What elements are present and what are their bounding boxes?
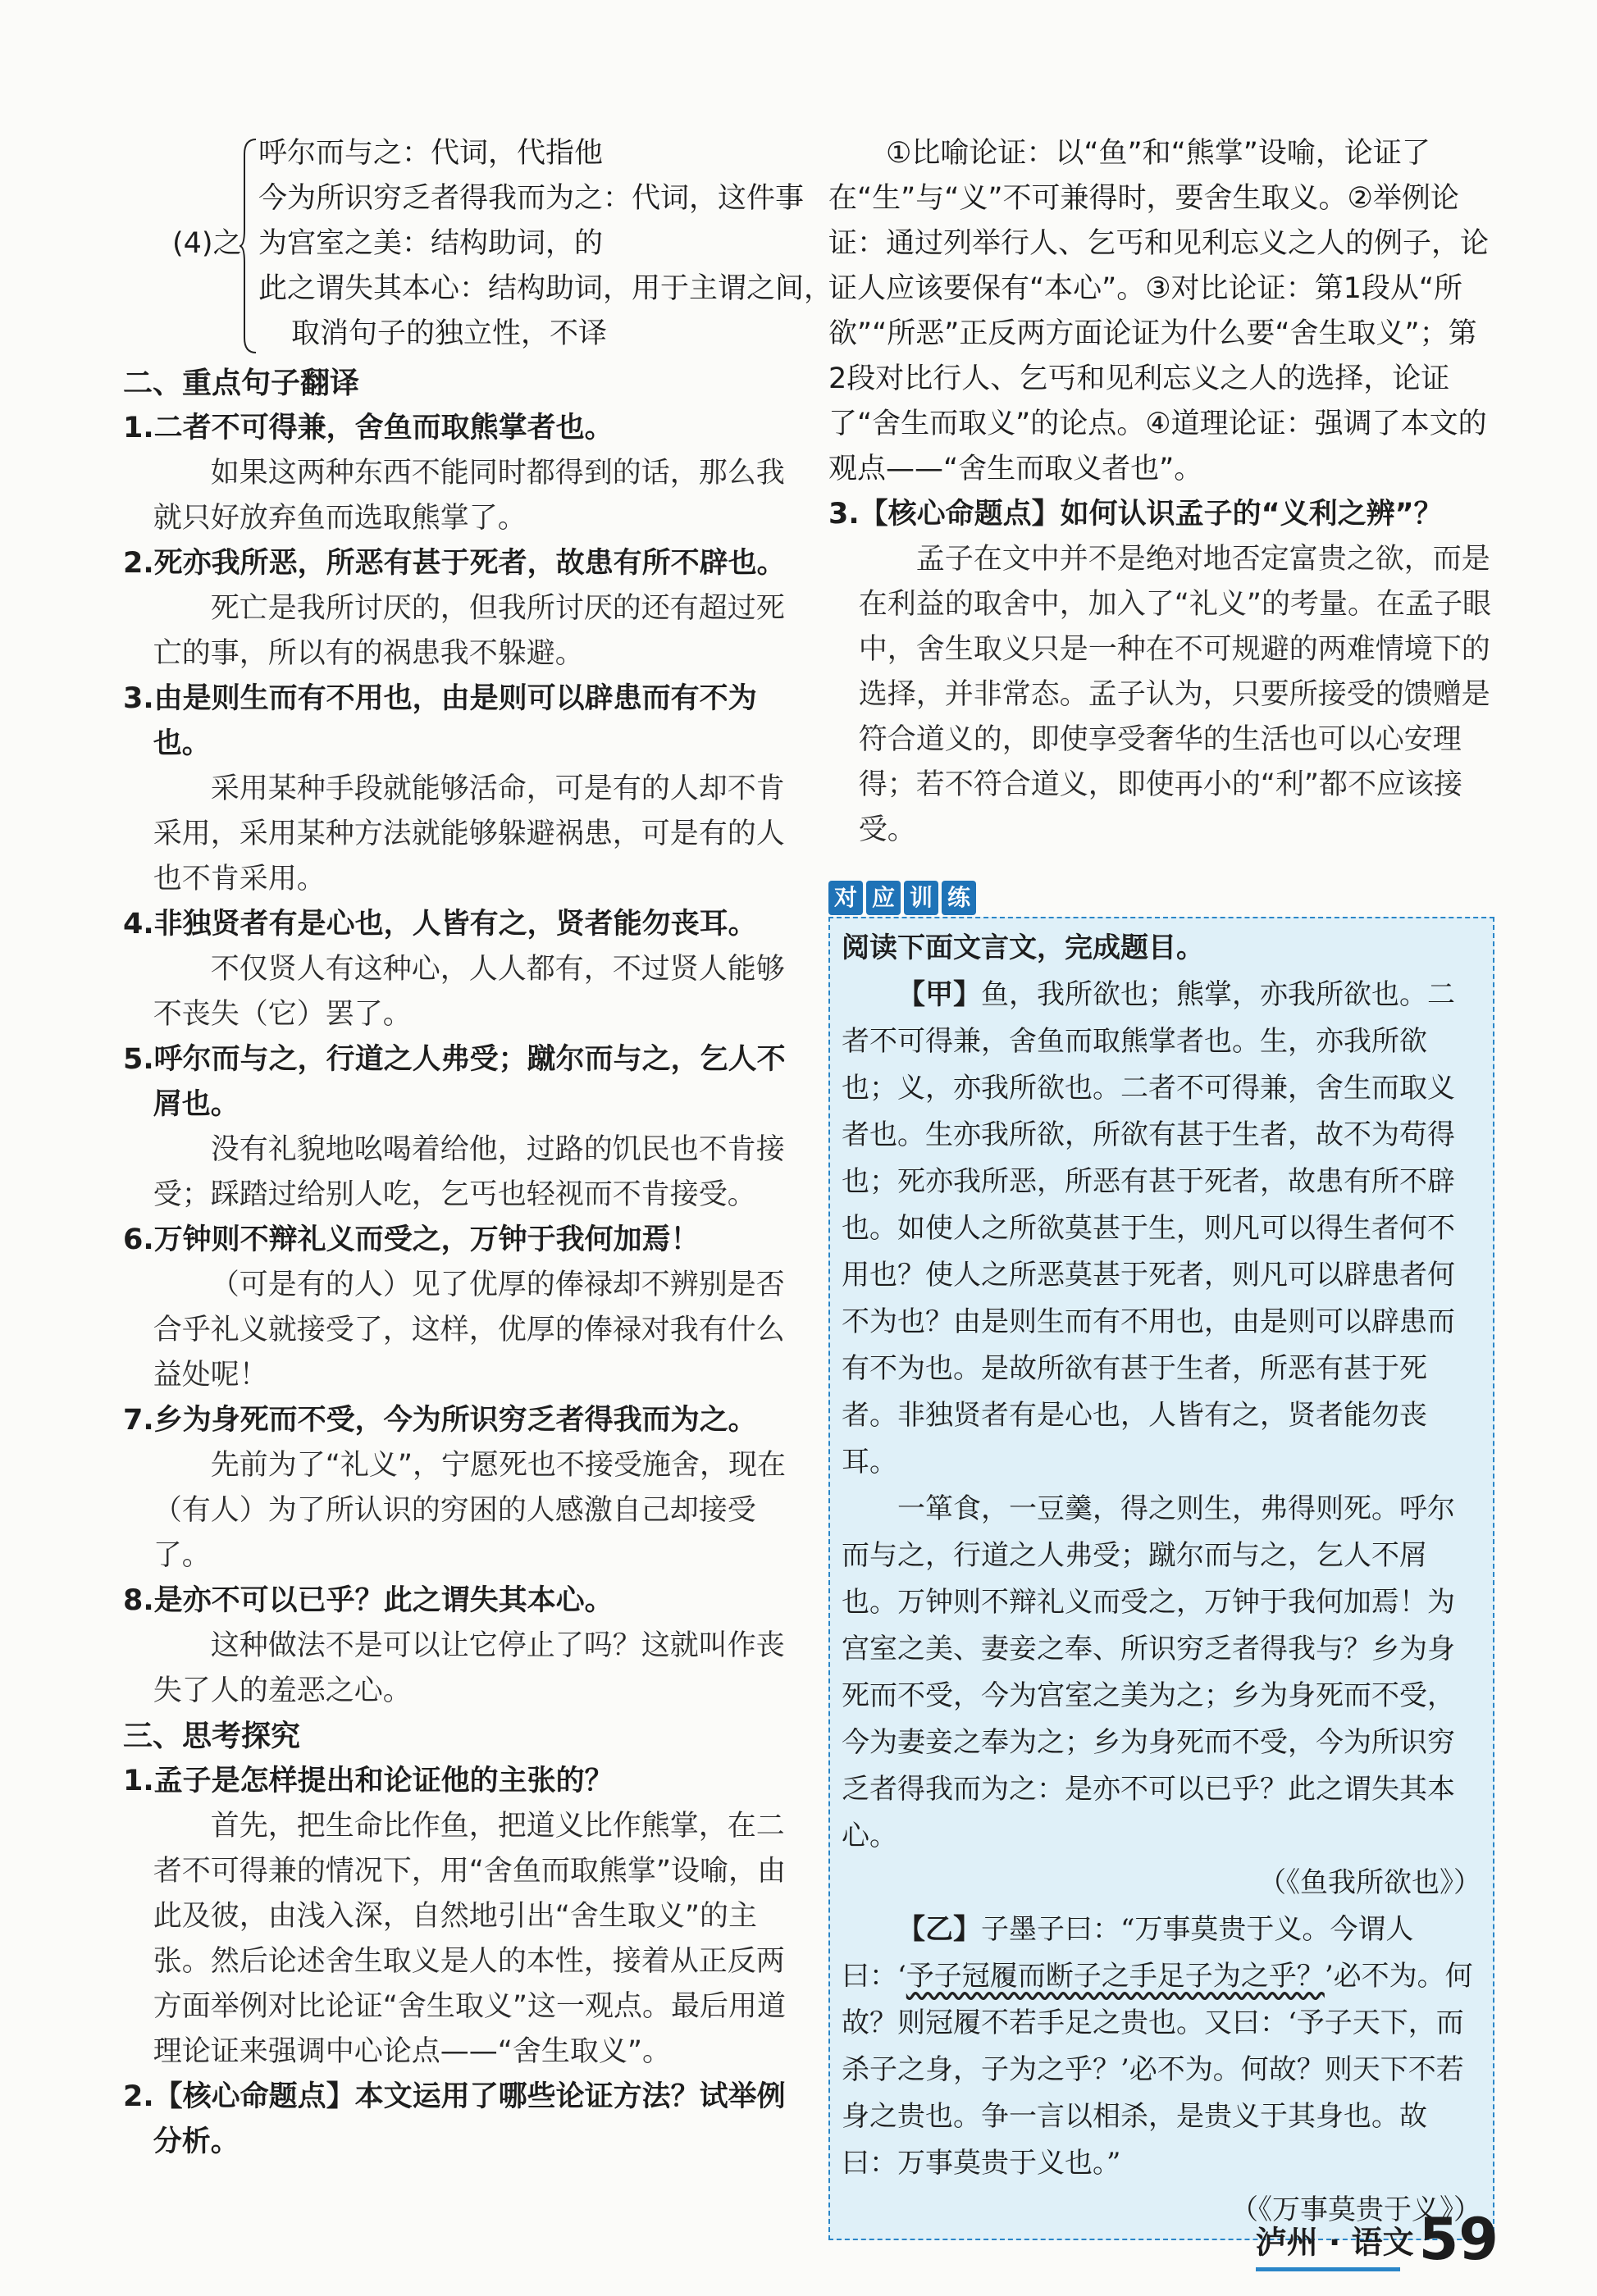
translation-item <box>123 1037 796 1218</box>
translation-item <box>123 676 796 902</box>
yi-wavy-sentence: 予子冠履而断子之手足子为之乎？ <box>906 1960 1325 1993</box>
item-question: 本文运用了哪些论证方法？试举例分析。 <box>153 2080 786 2158</box>
translation-item <box>123 406 796 541</box>
passage-jia-p2: 一箪食，一豆羹，得之则生，弗得则死。呼尔而与之，行道之人弗受；蹴尔而与之，乞人不屑也。万钟则不辩礼义而受之，万钟于我何加焉！为宫室之美、妻妾之奉、所识穷乏者得我与？乡为身死而不受，今为宫室之美为之；乡为身死而不受，今为妻妾之奉为之；乡为身死而不受，今为所识穷乏者得我而为之：是亦不可以已乎？此之谓失其本心。 <box>842 1492 1455 1852</box>
item-answer: 这种做法不是可以让它停止了吗？这就叫作丧失了人的羞恶之心。 <box>153 1629 785 1707</box>
translation-item <box>123 1218 796 1398</box>
zhi-line: 为宫室之美：结构助词，的 <box>258 227 604 260</box>
item-answer: 不仅贤人有这种心，人人都有，不过贤人能够不丧失（它）罢了。 <box>153 953 785 1031</box>
translation-item <box>123 1398 796 1578</box>
training-tag-char: 应 <box>866 881 901 915</box>
item-question: 死亦我所恶，所恶有甚于死者，故患有所不辟也。 <box>153 547 786 580</box>
item-question: 万钟则不辩礼义而受之，万钟于我何加焉！ <box>153 1223 700 1256</box>
item-answer: 如果这两种东西不能同时都得到的话，那么我就只好放弃鱼而选取熊掌了。 <box>153 457 785 535</box>
translation-list <box>123 406 796 1714</box>
translation-item <box>123 541 796 676</box>
zhi-usage-lines <box>258 131 833 357</box>
reading-prompt: 阅读下面文言文，完成题目。 <box>842 932 1204 964</box>
item-number: 3. <box>828 498 860 531</box>
training-box <box>828 917 1494 2240</box>
item-question: 二者不可得兼，舍鱼而取熊掌者也。 <box>153 412 614 444</box>
passage-jia-p1 <box>842 972 1481 1486</box>
item-answer: 没有礼貌地吆喝着给他，过路的饥民也不肯接受；踩踏过给别人吃，乞丐也轻视而不肯接受。 <box>153 1133 785 1211</box>
translation-item <box>123 902 796 1037</box>
zhi-label: (4)之 <box>172 227 242 260</box>
item-answer: （可是有的人）见了优厚的俸禄却不辨别是否合乎礼义就接受了，这样，优厚的俸禄对我有什么益处呢！ <box>153 1269 785 1392</box>
item-number: 6. <box>123 1223 154 1256</box>
right-column <box>828 131 1494 2240</box>
region-subject: 泸州 · 语文 <box>1255 2224 1414 2261</box>
training-tag-char: 对 <box>828 881 863 915</box>
thinking-item-2 <box>123 2075 796 2165</box>
item-number: 2. <box>123 547 154 580</box>
item-answer: 采用某种手段就能够活命，可是有的人却不肯采用，采用某种方法就能够躲避祸患，可是有的人也不肯采用。 <box>153 772 785 895</box>
section-title-thinking: 三、思考探究 <box>123 1720 301 1753</box>
item-number: 7. <box>123 1404 154 1437</box>
item-question: 呼尔而与之，行道之人弗受；蹴尔而与之，乞人不屑也。 <box>153 1043 786 1121</box>
item-number: 1. <box>123 412 154 444</box>
item-question: 如何认识孟子的“义利之辨”？ <box>1060 498 1443 531</box>
passage-jia-source: （《鱼我所欲也》） <box>1258 1866 1481 1899</box>
item-number: 3. <box>123 682 154 715</box>
item-question: 孟子是怎样提出和论证他的主张的？ <box>153 1765 614 1797</box>
zhi-line: 今为所识穷乏者得我而为之：代词，这件事 <box>258 182 805 215</box>
core-tag: 【核心命题点】 <box>153 2080 355 2113</box>
item-number: 2. <box>123 2080 154 2113</box>
passage-yi <box>842 1906 1481 2187</box>
zhi-line: 呼尔而与之：代词，代指他 <box>258 137 604 170</box>
yi-text-pre: 子墨子曰：“万事莫贵于义。今谓人曰：‘ <box>842 1913 1414 1993</box>
thinking-2-answer: ①比喻论证：以“鱼”和“熊掌”设喻，论证了在“生”与“义”不可兼得时，要舍生取义。②举例论证：通过列举行人、乞丐和见利忘义之人的例子，论证人应该要保有“本心”。③对比论证：第1段从“所欲”“所恶”正反两方面论证为什么要“舍生取义”；第2段对比行人、乞丐和见利忘义之人的选择，论证了“舍生而取义”的论点。④道理论证：强调了本文的观点——“舍生而取义者也”。 <box>828 137 1490 485</box>
item-answer: 孟子在文中并不是绝对地否定富贵之欲，而是在利益的取舍中，加入了“礼义”的考量。在孟子眼中，舍生取义只是一种在不可规避的两难情境下的选择，并非常态。孟子认为，只要所接受的馈赠是符合道义的，即使享受奢华的生活也可以心安理得；若不符合道义，即使再小的“利”都不应该接受。 <box>858 543 1492 846</box>
yi-text-post: ’必不为。何故？则冠履不若手足之贵也。又曰：‘予子天下，而杀子之身，子为之乎？’必不为。何故？则天下不若身之贵也。争一言以相杀，是贵义于其身也。故曰：万事莫贵于义也。” <box>842 1960 1473 2180</box>
jia-text-1: 鱼，我所欲也；熊掌，亦我所欲也。二者不可得兼，舍鱼而取熊掌者也。生，亦我所欲也；义，亦我所欲也。二者不可得兼，舍生而取义者也。生亦我所欲，所欲有甚于生者，故不为苟得也；死亦我所恶，所恶有甚于死者，故患有所不辟也。如使人之所欲莫甚于生，则凡可以得生者何不用也？使人之所恶莫甚于死者，则凡可以辟患者何不为也？由是则生而有不用也，由是则可以辟患而有不为也。是故所欲有甚于生者，所恶有甚于死者。非独贤者有是心也，人皆有之，贤者能勿丧耳。 <box>842 978 1455 1478</box>
item-question: 是亦不可以已乎？此之谓失其本心。 <box>153 1584 614 1617</box>
zhi-line: 取消句子的独立性，不译 <box>291 317 608 350</box>
item-question: 由是则生而有不用也，由是则可以辟患而有不为也。 <box>153 682 757 760</box>
core-tag: 【核心命题点】 <box>859 498 1061 531</box>
item-question: 非独贤者有是心也，人皆有之，贤者能勿丧耳。 <box>153 908 757 941</box>
training-tag-char: 训 <box>904 881 938 915</box>
left-column <box>123 131 833 2165</box>
thinking-item-3 <box>828 492 1494 853</box>
zhi-line: 此之谓失其本心：结构助词，用于主谓之间， <box>258 272 833 305</box>
translation-item <box>123 1578 796 1714</box>
training-tag-char: 练 <box>942 881 976 915</box>
section-title-translation: 二、重点句子翻译 <box>123 367 360 400</box>
brace-icon <box>238 138 258 354</box>
item-number: 1. <box>123 1765 154 1797</box>
item-answer: 首先，把生命比作鱼，把道义比作熊掌，在二者不可得兼的情况下，用“舍鱼而取熊掌”设喻，由此及彼，由浅入深，自然地引出“舍生取义”的主张。然后论述舍生取义是人的本性，接着从正反两方面举例对比论证“舍生取义”这一观点。最后用道理论证来强调中心论点——“舍生取义”。 <box>153 1810 787 2068</box>
jia-tag: 【甲】 <box>897 978 981 1011</box>
item-question: 乡为身死而不受，今为所识穷乏者得我而为之。 <box>153 1404 757 1437</box>
page-footer <box>1256 2206 1499 2271</box>
page-number: 59 <box>1418 2206 1499 2273</box>
item-number: 5. <box>123 1043 154 1076</box>
footer-underline <box>1256 2267 1400 2271</box>
thinking-item-1 <box>123 1759 796 2075</box>
item-number: 4. <box>123 908 154 941</box>
yi-tag: 【乙】 <box>897 1913 981 1946</box>
item-answer: 先前为了“礼义”，宁愿死也不接受施舍，现在（有人）为了所认识的穷困的人感激自己却接受了。 <box>153 1449 787 1572</box>
item-number: 8. <box>123 1584 154 1617</box>
item-answer: 死亡是我所讨厌的，但我所讨厌的还有超过死亡的事，所以有的祸患我不躲避。 <box>153 592 785 670</box>
zhi-usage-block <box>123 131 833 361</box>
training-tag <box>828 874 1494 917</box>
passage-yi-source: （《万事莫贵于义》） <box>1230 2194 1481 2226</box>
